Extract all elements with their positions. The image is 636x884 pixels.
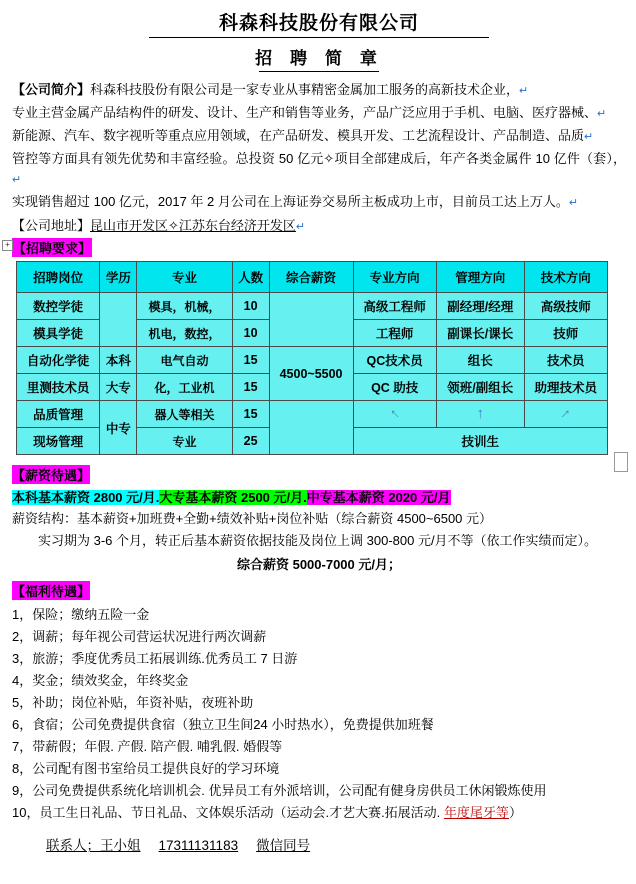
welfare-heading [12, 577, 626, 602]
salary-zhongzhuan: 中专基本薪资 2020 元/月 [306, 490, 451, 505]
cell-count: 15 [232, 374, 269, 401]
contact-wechat: 微信同号 [256, 838, 311, 853]
address-line [12, 215, 626, 234]
cell-count: 25 [232, 428, 269, 455]
salary-heading [12, 461, 626, 484]
cell-major-direction: 工程师 [353, 320, 436, 347]
cell-mgmt-direction: 副课长/课长 [436, 320, 524, 347]
list-item: 4，奖金；绩效奖金，年终奖金 [12, 673, 189, 688]
arrow-up-icon: ↑ [436, 401, 524, 428]
th-salary: 综合薪资 [269, 262, 353, 293]
cell-post: 里测技术员 [17, 374, 100, 401]
table-row [17, 401, 608, 428]
intro-text-5: 实现销售超过 100 亿元，2017 年 2 月公司在上海证券交易所主板成功上市，目前员工达上万人。 [12, 194, 569, 209]
pilcrow-icon: ↵ [519, 85, 529, 97]
address-label: 【公司地址】 [12, 218, 91, 233]
cell-education-dazhuan: 大专 [100, 374, 137, 401]
cell-major-5: 器人等相关 [137, 401, 232, 428]
salary-highlights [12, 487, 626, 506]
cell-tech-direction: 技师 [524, 320, 607, 347]
cell-post: 数控学徒 [17, 293, 100, 320]
table-header-row [17, 262, 608, 293]
cell-education-zhongzhuan: 中专 [100, 401, 137, 455]
contact-line [46, 834, 626, 854]
contact-label: 联系人；王小姐 [46, 838, 141, 853]
list-item: 9，公司免费提供系统化培训机会. 优异员工有外派培训，公司配有健身房供员工休闲锻炼使用 [12, 783, 547, 798]
cell-education-benke: 本科 [100, 347, 137, 374]
salary-total: 综合薪资 5000-7000 元/月； [236, 557, 401, 572]
salary-probation: 实习期为 3-6 个月，转正后基本薪资依据技能及岗位上调 300-800 元/月不等（依工作实绩而定）。 [38, 533, 598, 548]
cell-tech-direction: 技术员 [524, 347, 607, 374]
list-item: 10，员工生日礼品、节日礼品、文体娱乐活动（运动会.才艺大赛.拓展活动. 年度尾牙等） [12, 805, 522, 820]
cell-major-direction: QC技术员 [353, 347, 436, 374]
intro-line-5 [12, 192, 626, 213]
cell-mgmt-direction: 副经理/经理 [436, 293, 524, 320]
intro-text-2: 专业主营金属产品结构件的研发、设计、生产和销售等业务，产品广泛应用于手机、电脑、医疗器械、 [12, 105, 598, 120]
list-item: 5，补助；岗位补贴，年资补贴，夜班补助 [12, 695, 254, 710]
recruitment-table [16, 261, 608, 455]
requirements-heading [5, 238, 626, 257]
intro-text-1: 科森科技股份有限公司是一家专业从事精密金属加工服务的高新技术企业， [90, 82, 520, 97]
salary-head-label: 【薪资待遇】 [12, 465, 90, 484]
cell-mgmt-direction: 组长 [436, 347, 524, 374]
cell-major-2: 机电，数控， [137, 320, 232, 347]
list-item: 8，公司配有图书室给员工提供良好的学习环境 [12, 761, 280, 776]
cell-salary-merged: 4500~5500 [269, 347, 353, 401]
cell-major-3: 电气自动 [137, 347, 232, 374]
welfare-list [12, 604, 626, 824]
pilcrow-icon: ↵ [12, 174, 22, 186]
table-row [17, 347, 608, 374]
cell-post: 模具学徒 [17, 320, 100, 347]
welfare-section [12, 577, 626, 824]
pilcrow-icon: ↵ [295, 221, 306, 233]
intro-line-3 [12, 126, 626, 147]
cell-trainee: 技训生 [353, 428, 608, 455]
intro-text-4: 管控等方面具有领先优势和丰富经验。总投资 50 亿元✧项目全部建成后，年产各类金属件 10 亿件（套）， [12, 151, 626, 166]
title-rule [149, 37, 489, 38]
cell-salary-blank-2 [269, 401, 353, 455]
cell-major-direction: QC 助技 [353, 374, 436, 401]
arrow-up-right-icon: ↑ [524, 401, 607, 428]
th-mgmt-direction: 管理方向 [436, 262, 524, 293]
pilcrow-icon: ↵ [568, 197, 579, 209]
cell-tech-direction: 高级技师 [524, 293, 607, 320]
intro-text-3: 新能源、汽车、数字视听等重点应用领域，在产品研发、模具开发、工艺流程设计、产品制造、品质 [12, 128, 585, 143]
salary-section [12, 461, 626, 573]
list-item: 6，食宿；公司免费提供食宿（独立卫生间24 小时热水），免费提供加班餐 [12, 717, 434, 732]
intro-line-4 [12, 149, 626, 190]
intro-line-1 [12, 80, 626, 101]
cell-major-1: 模具，机械， [137, 293, 232, 320]
welfare-highlight: 年度尾牙等 [443, 805, 509, 820]
cell-count: 10 [232, 293, 269, 320]
cell-major-4: 化，工业机 [137, 374, 232, 401]
cell-education-1 [100, 293, 137, 347]
salary-structure: 薪资结构：基本薪资+加班费+全勤+绩效补贴+岗位补贴（综合薪资 4500~6500 元） [12, 511, 493, 526]
cell-tech-direction: 助理技术员 [524, 374, 607, 401]
cell-post: 现场管理 [17, 428, 100, 455]
welfare-head-label: 【福利待遇】 [12, 581, 90, 600]
intro-line-2 [12, 103, 626, 124]
pilcrow-icon: ↵ [597, 108, 607, 120]
list-item: 7，带薪假；年假. 产假. 陪产假. 哺乳假. 婚假等 [12, 739, 283, 754]
contact-phone: 17311131183 [158, 838, 239, 853]
th-education: 学历 [100, 262, 137, 293]
subtitle-rule [259, 71, 379, 72]
salary-benke: 本科基本薪资 2800 元/月. [12, 490, 160, 505]
table-row [17, 293, 608, 320]
cell-count: 15 [232, 347, 269, 374]
expand-icon[interactable]: + [2, 240, 13, 251]
cell-count: 10 [232, 320, 269, 347]
document-subtitle: 招 聘 简 章 [12, 44, 626, 72]
th-tech-direction: 技术方向 [524, 262, 607, 293]
cell-mgmt-direction: 领班/副组长 [436, 374, 524, 401]
list-item: 2，调薪；每年视公司营运状况进行两次调薪 [12, 629, 267, 644]
intro-label: 【公司简介】 [12, 82, 91, 97]
th-count: 人数 [232, 262, 269, 293]
th-major-direction: 专业方向 [353, 262, 436, 293]
cell-major-6: 专业 [137, 428, 232, 455]
arrow-up-left-icon: ↑ [353, 401, 436, 428]
salary-dazhuan: 大专基本薪资 2500 元/月. [159, 490, 307, 505]
th-post: 招聘岗位 [17, 262, 100, 293]
pilcrow-icon: ↵ [584, 131, 594, 143]
address-value: 昆山市开发区✧江苏东台经济开发区 [90, 218, 296, 233]
th-major: 专业 [137, 262, 232, 293]
cell-post: 自动化学徒 [17, 347, 100, 374]
requirements-label: 【招聘要求】 [12, 238, 92, 257]
list-item: 3，旅游；季度优秀员工拓展训练.优秀员工 7 日游 [12, 651, 298, 666]
list-item: 1，保险；缴纳五险一金 [12, 607, 150, 622]
cell-post: 品质管理 [17, 401, 100, 428]
company-title: 科森科技股份有限公司 [12, 8, 626, 38]
cell-count: 15 [232, 401, 269, 428]
cell-major-direction: 高级工程师 [353, 293, 436, 320]
cell-salary-blank [269, 293, 353, 347]
page-marker-box [614, 452, 628, 472]
